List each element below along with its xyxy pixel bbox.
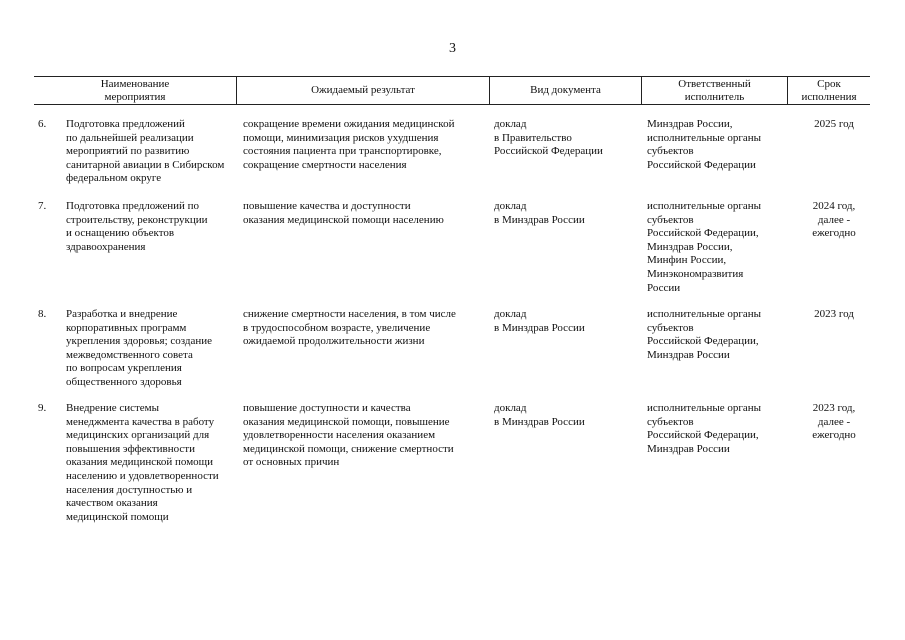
- row-name: Подготовка предложений по строительству, реконструкции и оснащению объектов здравоохранения: [66, 200, 208, 253]
- table-header-rule: [34, 104, 870, 105]
- row-term: 2025 год: [814, 118, 854, 130]
- row-result: снижение смертности населения, в том числе в трудоспособном возрасте, увеличение ожидаемой продолжительности жизни: [243, 308, 456, 348]
- row-number: 6.: [38, 118, 47, 130]
- row-name: Подготовка предложений по дальнейшей реализации мероприятий по развитию санитарной авиации в Сибирском федеральном округе: [66, 118, 225, 185]
- row-doc-type: доклад в Минздрав России: [494, 308, 585, 334]
- row-name: Разработка и внедрение корпоративных программ укрепления здоровья; создание межведомственного совета по вопросам укрепления общественного здоровья: [66, 308, 213, 388]
- row-executor: исполнительные органы субъектов Российской Федерации, Минздрав России: [647, 308, 762, 361]
- row-executor: исполнительные органы субъектов Российской Федерации, Минздрав России, Минфин России, Минэкономразвития России: [647, 200, 762, 294]
- page-number: 3: [449, 41, 456, 56]
- row-term: 2023 год, далее - ежегодно: [812, 402, 856, 442]
- row-result: сокращение времени ожидания медицинской помощи, минимизация рисков ухудшения состояния пациента при транспортировке, сокращение смертности населения: [243, 118, 455, 171]
- row-doc-type: доклад в Правительство Российской Федерации: [494, 118, 603, 158]
- row-term: 2023 год: [814, 308, 854, 320]
- row-executor: исполнительные органы субъектов Российской Федерации, Минздрав России: [647, 402, 762, 455]
- column-header-result: Ожидаемый результат: [311, 84, 415, 96]
- row-name: Внедрение системы менеджмента качества в работу медицинских организаций для повышения эффективности оказания медицинской помощи населению и удовлетворенности населения доступностью и качеством оказания медицинской помощи: [66, 402, 219, 523]
- row-executor: Минздрав России, исполнительные органы субъектов Российской Федерации: [647, 118, 762, 171]
- row-number: 8.: [38, 308, 47, 320]
- column-header-term: Срок исполнения: [801, 77, 857, 103]
- row-doc-type: доклад в Минздрав России: [494, 402, 585, 428]
- column-header-doc-type: Вид документа: [530, 84, 601, 96]
- row-result: повышение качества и доступности оказания медицинской помощи населению: [243, 200, 444, 226]
- row-number: 7.: [38, 200, 47, 212]
- row-doc-type: доклад в Минздрав России: [494, 200, 585, 226]
- column-header-executor: Ответственный исполнитель: [678, 77, 751, 103]
- row-number: 9.: [38, 402, 47, 414]
- column-header-name: Наименование мероприятия: [100, 77, 170, 103]
- row-result: повышение доступности и качества оказания медицинской помощи, повышение удовлетворенности населения оказанием медицинской помощи, снижение смертности от основных причин: [243, 402, 454, 469]
- row-term: 2024 год, далее - ежегодно: [812, 200, 856, 240]
